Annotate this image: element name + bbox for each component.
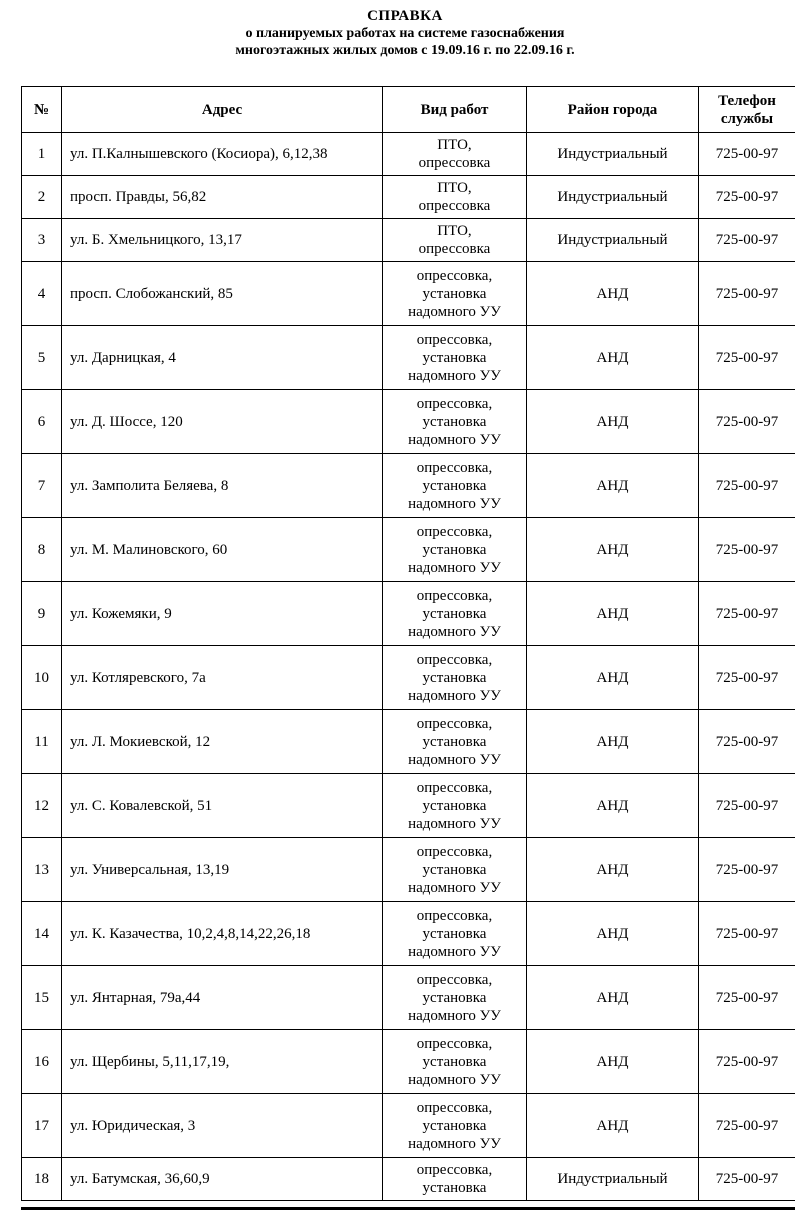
table-row — [22, 133, 796, 176]
row-district-cell: АНД — [527, 326, 699, 390]
row-number-cell: 5 — [22, 326, 62, 390]
row-district-cell: АНД — [527, 646, 699, 710]
table-row — [22, 1094, 796, 1158]
row-work-type-cell: опрессовка, установка надомного УУ — [383, 326, 527, 390]
row-address-cell: ул. Дарницкая, 4 — [62, 326, 383, 390]
row-work-type-cell: опрессовка, установка надомного УУ — [383, 1030, 527, 1094]
row-phone-cell: 725-00-97 — [699, 902, 796, 966]
row-district-cell: АНД — [527, 902, 699, 966]
row-address-cell: ул. Б. Хмельницкого, 13,17 — [62, 219, 383, 262]
row-work-type-cell: опрессовка, установка надомного УУ — [383, 966, 527, 1030]
row-district-cell: АНД — [527, 262, 699, 326]
table-row — [22, 176, 796, 219]
row-work-type-cell: опрессовка, установка надомного УУ — [383, 454, 527, 518]
row-number-cell: 6 — [22, 390, 62, 454]
header-address: Адрес — [62, 87, 383, 133]
row-phone-cell: 725-00-97 — [699, 774, 796, 838]
row-work-type-cell: опрессовка, установка надомного УУ — [383, 1094, 527, 1158]
header-district: Район города — [527, 87, 699, 133]
document-subtitle-line-1: о планируемых работах на системе газоснабжения — [245, 26, 565, 41]
row-district-cell: Индустриальный — [527, 1158, 699, 1201]
row-number-cell: 15 — [22, 966, 62, 1030]
row-work-type-cell: ПТО, опрессовка — [383, 176, 527, 219]
row-phone-cell: 725-00-97 — [699, 262, 796, 326]
row-phone-cell: 725-00-97 — [699, 966, 796, 1030]
row-phone-cell: 725-00-97 — [699, 454, 796, 518]
row-district-cell: АНД — [527, 710, 699, 774]
table-body — [22, 133, 796, 1201]
row-phone-cell: 725-00-97 — [699, 1030, 796, 1094]
row-address-cell: ул. Л. Мокиевской, 12 — [62, 710, 383, 774]
row-address-cell: ул. Д. Шоссе, 120 — [62, 390, 383, 454]
table-row — [22, 219, 796, 262]
row-number-cell: 4 — [22, 262, 62, 326]
row-phone-cell: 725-00-97 — [699, 176, 796, 219]
row-address-cell: просп. Правды, 56,82 — [62, 176, 383, 219]
row-number-cell: 14 — [22, 902, 62, 966]
row-work-type-cell: ПТО, опрессовка — [383, 219, 527, 262]
row-address-cell: ул. Универсальная, 13,19 — [62, 838, 383, 902]
row-work-type-cell: опрессовка, установка надомного УУ — [383, 390, 527, 454]
row-address-cell: ул. Замполита Беляева, 8 — [62, 454, 383, 518]
row-district-cell: АНД — [527, 390, 699, 454]
row-phone-cell: 725-00-97 — [699, 710, 796, 774]
row-work-type-cell: ПТО, опрессовка — [383, 133, 527, 176]
row-phone-cell: 725-00-97 — [699, 1094, 796, 1158]
page-bottom-rule — [21, 1207, 795, 1210]
table-row — [22, 902, 796, 966]
row-district-cell: АНД — [527, 774, 699, 838]
table-row — [22, 326, 796, 390]
row-district-cell: АНД — [527, 1094, 699, 1158]
row-phone-cell: 725-00-97 — [699, 838, 796, 902]
row-district-cell: АНД — [527, 454, 699, 518]
row-district-cell: Индустриальный — [527, 133, 699, 176]
header-row — [22, 87, 796, 133]
row-address-cell: ул. Щербины, 5,11,17,19, — [62, 1030, 383, 1094]
works-table-container — [21, 86, 795, 1211]
row-number-cell: 7 — [22, 454, 62, 518]
row-number-cell: 10 — [22, 646, 62, 710]
row-number-cell: 3 — [22, 219, 62, 262]
row-number-cell: 13 — [22, 838, 62, 902]
row-address-cell: ул. Батумская, 36,60,9 — [62, 1158, 383, 1201]
header-num: № — [22, 87, 62, 133]
row-district-cell: АНД — [527, 518, 699, 582]
row-phone-cell: 725-00-97 — [699, 646, 796, 710]
row-number-cell: 11 — [22, 710, 62, 774]
row-number-cell: 12 — [22, 774, 62, 838]
row-number-cell: 16 — [22, 1030, 62, 1094]
row-address-cell: ул. П.Калнышевского (Косиора), 6,12,38 — [62, 133, 383, 176]
row-number-cell: 18 — [22, 1158, 62, 1201]
row-work-type-cell: опрессовка, установка надомного УУ — [383, 518, 527, 582]
row-district-cell: АНД — [527, 582, 699, 646]
row-work-type-cell: опрессовка, установка надомного УУ — [383, 838, 527, 902]
row-address-cell: ул. К. Казачества, 10,2,4,8,14,22,26,18 — [62, 902, 383, 966]
row-number-cell: 2 — [22, 176, 62, 219]
row-number-cell: 9 — [22, 582, 62, 646]
document-subtitle-line-2: многоэтажных жилых домов с 19.09.16 г. по 22.09.16 г. — [235, 43, 575, 58]
header-work: Вид работ — [383, 87, 527, 133]
table-row — [22, 838, 796, 902]
row-work-type-cell: опрессовка, установка — [383, 1158, 527, 1201]
row-phone-cell: 725-00-97 — [699, 582, 796, 646]
row-work-type-cell: опрессовка, установка надомного УУ — [383, 582, 527, 646]
row-phone-cell: 725-00-97 — [699, 219, 796, 262]
row-phone-cell: 725-00-97 — [699, 133, 796, 176]
row-number-cell: 8 — [22, 518, 62, 582]
document-title: СПРАВКА — [367, 8, 443, 24]
row-phone-cell: 725-00-97 — [699, 1158, 796, 1201]
row-address-cell: ул. С. Ковалевской, 51 — [62, 774, 383, 838]
table-row — [22, 1158, 796, 1201]
table-row — [22, 1030, 796, 1094]
row-phone-cell: 725-00-97 — [699, 390, 796, 454]
row-work-type-cell: опрессовка, установка надомного УУ — [383, 646, 527, 710]
works-table — [21, 86, 795, 1201]
row-address-cell: ул. Юридическая, 3 — [62, 1094, 383, 1158]
row-number-cell: 17 — [22, 1094, 62, 1158]
table-row — [22, 582, 796, 646]
header-phone: Телефон службы — [699, 87, 796, 133]
row-address-cell: ул. Кожемяки, 9 — [62, 582, 383, 646]
row-number-cell: 1 — [22, 133, 62, 176]
row-address-cell: просп. Слобожанский, 85 — [62, 262, 383, 326]
row-district-cell: АНД — [527, 966, 699, 1030]
table-row — [22, 774, 796, 838]
row-district-cell: АНД — [527, 1030, 699, 1094]
table-row — [22, 454, 796, 518]
table-row — [22, 262, 796, 326]
table-row — [22, 710, 796, 774]
row-address-cell: ул. Котляревского, 7а — [62, 646, 383, 710]
row-work-type-cell: опрессовка, установка надомного УУ — [383, 710, 527, 774]
table-row — [22, 646, 796, 710]
table-header — [22, 87, 796, 133]
row-work-type-cell: опрессовка, установка надомного УУ — [383, 902, 527, 966]
row-address-cell: ул. М. Малиновского, 60 — [62, 518, 383, 582]
row-phone-cell: 725-00-97 — [699, 326, 796, 390]
row-work-type-cell: опрессовка, установка надомного УУ — [383, 774, 527, 838]
row-phone-cell: 725-00-97 — [699, 518, 796, 582]
table-row — [22, 518, 796, 582]
table-row — [22, 966, 796, 1030]
row-work-type-cell: опрессовка, установка надомного УУ — [383, 262, 527, 326]
document-header — [0, 8, 810, 59]
row-district-cell: Индустриальный — [527, 176, 699, 219]
table-row — [22, 390, 796, 454]
row-address-cell: ул. Янтарная, 79а,44 — [62, 966, 383, 1030]
row-district-cell: Индустриальный — [527, 219, 699, 262]
row-district-cell: АНД — [527, 838, 699, 902]
